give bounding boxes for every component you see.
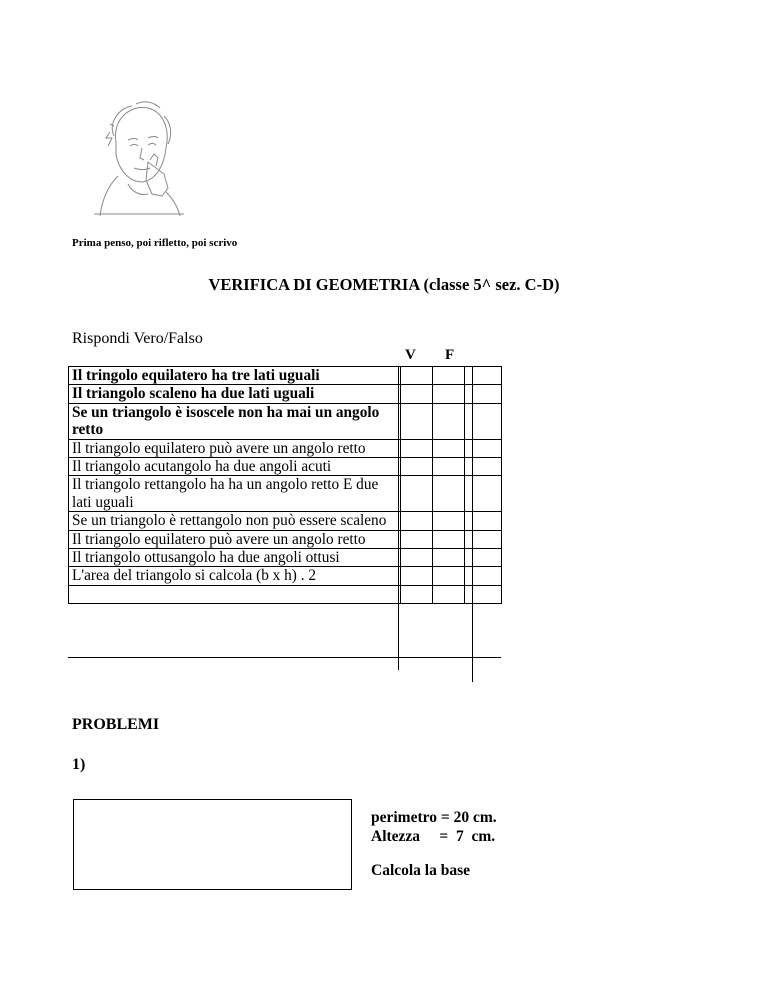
false-answer-box[interactable] — [433, 476, 465, 512]
table-row — [69, 385, 502, 403]
true-answer-box[interactable] — [401, 549, 433, 567]
false-answer-box[interactable] — [433, 458, 465, 476]
false-answer-box[interactable] — [433, 367, 465, 385]
statement-text: L'area del triangolo si calcola (b x h) . 2 — [69, 567, 401, 585]
false-column-header: F — [445, 347, 455, 363]
true-answer-box[interactable] — [401, 385, 433, 403]
table-row — [69, 585, 502, 603]
extra-cell — [465, 530, 502, 548]
true-answer-box[interactable] — [401, 458, 433, 476]
quiz-instruction: Rispondi Vero/Falso — [72, 330, 203, 347]
extra-cell — [465, 403, 502, 439]
statement-text: Se un triangolo è rettangolo non può essere scaleno — [69, 512, 401, 530]
true-column-header: V — [405, 347, 416, 363]
problems-heading: PROBLEMI — [72, 716, 160, 733]
table-row — [69, 439, 502, 457]
statement-text: Il triangolo equilatero può avere un angolo retto — [69, 530, 401, 548]
problem-number: 1) — [72, 756, 86, 773]
statement-text: Il triangolo scaleno ha due lati uguali — [69, 385, 401, 403]
table-row — [69, 567, 502, 585]
true-answer-box[interactable] — [401, 439, 433, 457]
extra-cell — [465, 549, 502, 567]
table-row — [69, 476, 502, 512]
true-answer-box[interactable] — [401, 476, 433, 512]
true-false-table — [68, 366, 502, 604]
figure-drawing-box[interactable] — [73, 799, 352, 890]
empty-cell — [401, 585, 433, 603]
table-row — [69, 458, 502, 476]
test-title: VERIFICA DI GEOMETRIA (classe 5^ sez. C-D) — [208, 275, 560, 294]
extra-cell — [465, 458, 502, 476]
true-answer-box[interactable] — [401, 512, 433, 530]
true-answer-box[interactable] — [401, 367, 433, 385]
given-height: Altezza = 7 cm. — [371, 828, 496, 845]
true-answer-box[interactable] — [401, 530, 433, 548]
statement-text: Se un triangolo è isoscele non ha mai un angolo retto — [69, 403, 401, 439]
given-perimeter: perimetro = 20 cm. — [371, 809, 497, 826]
true-answer-box[interactable] — [401, 403, 433, 439]
false-answer-box[interactable] — [433, 530, 465, 548]
empty-cell — [433, 585, 465, 603]
extra-cell — [465, 367, 502, 385]
table-row — [69, 549, 502, 567]
table-row — [69, 530, 502, 548]
row-divider-line — [68, 657, 501, 658]
extra-cell — [465, 439, 502, 457]
motto-caption: Prima penso, poi rifletto, poi scrivo — [72, 237, 238, 249]
extra-cell — [465, 476, 502, 512]
extra-cell — [465, 385, 502, 403]
empty-cell — [69, 585, 401, 603]
false-answer-box[interactable] — [433, 549, 465, 567]
true-answer-box[interactable] — [401, 567, 433, 585]
extra-cell — [465, 567, 502, 585]
table-row — [69, 403, 502, 439]
column-divider-line — [472, 366, 473, 682]
column-divider-line — [398, 366, 399, 670]
false-answer-box[interactable] — [433, 403, 465, 439]
table-row — [69, 367, 502, 385]
extra-cell — [465, 512, 502, 530]
false-answer-box[interactable] — [433, 385, 465, 403]
thinking-child-illustration — [88, 96, 188, 220]
statement-text: Il tringolo equilatero ha tre lati uguali — [69, 367, 401, 385]
problem-givens — [371, 808, 497, 846]
false-answer-box[interactable] — [433, 512, 465, 530]
statement-text: Il triangolo ottusangolo ha due angoli ottusi — [69, 549, 401, 567]
empty-cell — [465, 585, 502, 603]
statement-text: Il triangolo rettangolo ha ha un angolo retto E due lati uguali — [69, 476, 401, 512]
table-row — [69, 512, 502, 530]
statement-text: Il triangolo equilatero può avere un angolo retto — [69, 439, 401, 457]
statement-text: Il triangolo acutangolo ha due angoli acuti — [69, 458, 401, 476]
problem-task: Calcola la base — [371, 862, 471, 879]
false-answer-box[interactable] — [433, 567, 465, 585]
false-answer-box[interactable] — [433, 439, 465, 457]
